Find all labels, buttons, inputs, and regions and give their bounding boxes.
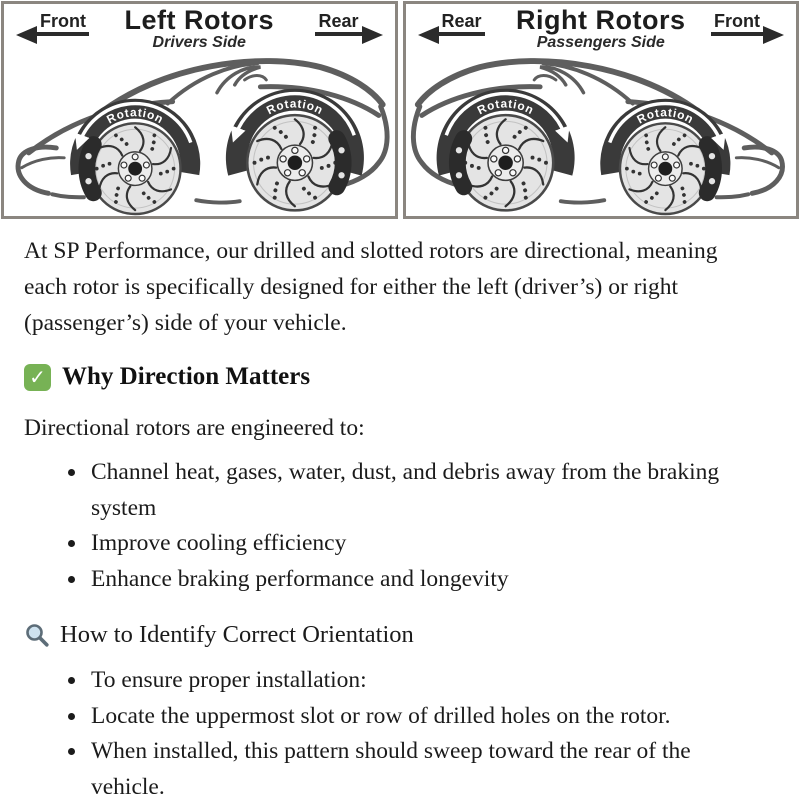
rear-direction-label <box>315 11 382 36</box>
check-mark-icon: ✓ <box>24 364 51 391</box>
left-rotors-panel <box>1 1 398 219</box>
why-bullet-list <box>24 455 770 597</box>
list-item: • When installed, this pattern should sweep toward the rear of the vehicle. <box>88 734 736 800</box>
right-arrow-icon <box>763 26 784 44</box>
car-side-art <box>18 61 387 214</box>
identify-bullet-list <box>24 663 770 800</box>
front-direction-label <box>16 11 89 36</box>
left-panel-header <box>16 11 383 36</box>
right-panel-header <box>418 11 785 36</box>
left-arrow-icon <box>16 26 37 44</box>
right-rotors-panel <box>403 1 800 219</box>
panel-subtitle: Passengers Side <box>536 34 665 51</box>
rotation-label: Rotation <box>104 105 167 127</box>
left-arrow-icon <box>418 26 439 44</box>
list-item: • Channel heat, gases, water, dust, and debris away from the braking system <box>88 455 736 526</box>
rotation-label: Rotation <box>474 96 536 118</box>
rotation-label: Rotation <box>633 105 696 127</box>
list-item: • To ensure proper installation: <box>88 663 736 699</box>
engineered-to-lead: Directional rotors are engineered to: <box>24 415 365 441</box>
car-side-art-mirrored <box>413 61 782 214</box>
front-direction-label <box>711 11 784 36</box>
rear-direction-label <box>418 11 485 36</box>
panel-title: Right Rotors <box>516 5 686 35</box>
direction-text: Rear <box>439 11 485 36</box>
section-heading-identify-orientation <box>24 621 770 649</box>
heading-text: Why Direction Matters <box>62 363 311 390</box>
rotor-direction-diagram <box>0 0 800 219</box>
section-heading-why-direction-matters <box>24 363 770 391</box>
right-arrow-icon <box>362 26 383 44</box>
magnifying-glass-icon <box>24 622 51 649</box>
list-item: • Improve cooling efficiency <box>88 526 736 562</box>
article-body <box>0 233 800 800</box>
direction-text: Front <box>37 11 89 36</box>
direction-text: Rear <box>315 11 361 36</box>
list-item: • Locate the uppermost slot or row of drilled holes on the rotor. <box>88 699 736 735</box>
heading-text: How to Identify Correct Orientation <box>60 621 414 648</box>
list-item: • Enhance braking performance and longevity <box>88 562 736 598</box>
intro-paragraph: At SP Performance, our drilled and slotted rotors are directional, meaning each rotor is specifically designed for either the left (driver’s) or right (passenger’s) side of your vehicle. <box>24 238 718 336</box>
rotation-label: Rotation <box>264 96 326 118</box>
panel-title: Left Rotors <box>124 5 274 35</box>
panel-subtitle: Drivers Side <box>152 34 246 51</box>
direction-text: Front <box>711 11 763 36</box>
